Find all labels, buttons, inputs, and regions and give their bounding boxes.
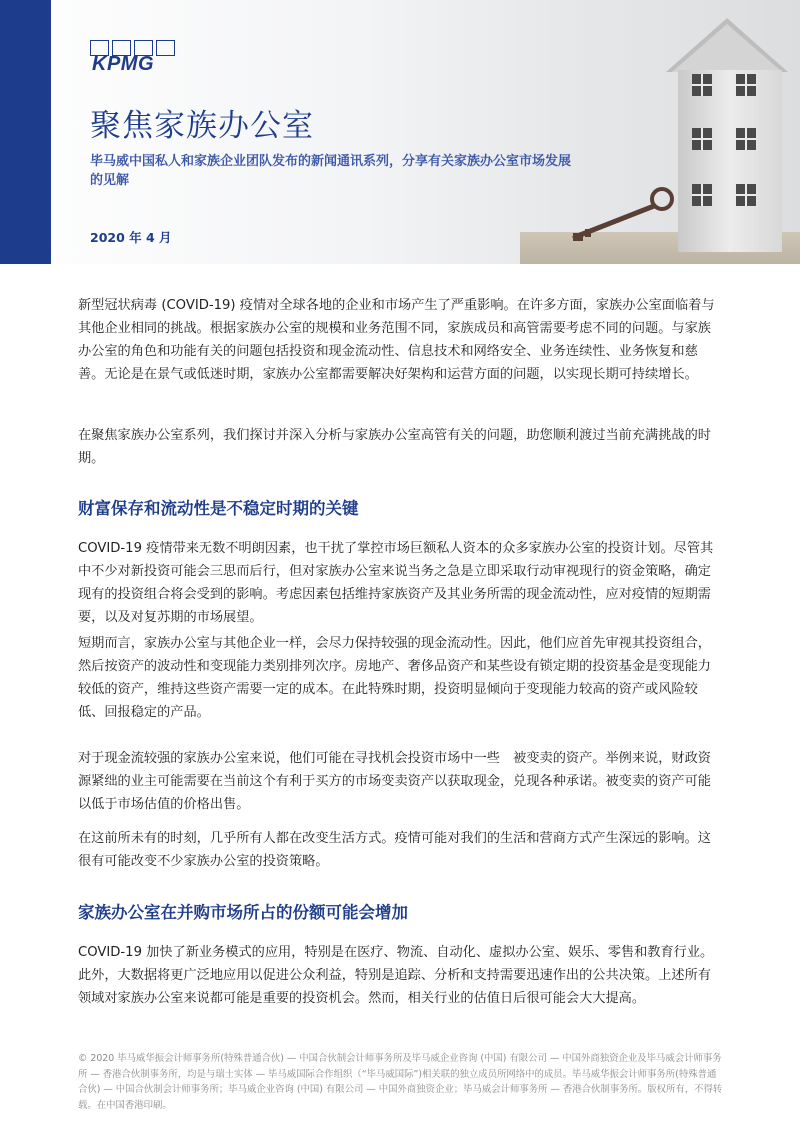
paragraph-lifestyle: 在这前所未有的时刻，几乎所有人都在改变生活方式。疫情可能对我们的生活和营商方式产生深远的影响。这很有可能改变不少家族办公室的投资策略。 <box>78 831 711 869</box>
section-heading-ma: 家族办公室在并购市场所占的份额可能会增加 <box>78 903 408 922</box>
publication-date: 2020 年 4 月 <box>90 230 172 245</box>
paragraph-intro: 新型冠状病毒 (COVID-19) 疫情对全球各地的企业和市场产生了严重影响。在许多方面，家族办公室面临着与其他企业相同的挑战。根据家族办公室的规模和业务范围不同，家族成员和高管需要考虑不同的问题。与家族办公室的角色和功能有关的问题包括投资和现金流动性、信息技术和网络安全、业务连续性、业务恢复和慈善。无论是在景气或低迷时期，家族办公室都需要解决好架构和运营方面的问题，以实现长期可持续增长。 <box>78 298 715 382</box>
paragraph-cash-flow: 对于现金流较强的家族办公室来说，他们可能在寻找机会投资市场中一些 被变卖的资产。举例来说，财政资源紧绌的业主可能需要在当前这个有利于买方的市场变卖资产以获取现金，兑现各种承诺。被变卖的资产可能以低于市场估值的价格出售。 <box>78 751 711 812</box>
paragraph-covid-uncertainty: COVID-19 疫情带来无数不明朗因素，也干扰了掌控市场巨额私人资本的众多家族办公室的投资计划。尽管其中不少对新投资可能会三思而后行，但对家族办公室来说当务之急是立即采取行动审视现行的资金策略，确定现有的投资组合将会受到的影响。考虑因素包括维持家族资产及其业务所需的现金流动性，应对疫情的短期需要，以及对复苏期的市场展望。 <box>78 541 714 625</box>
copyright-footer: © 2020 毕马威华振会计师事务所(特殊普通合伙) — 中国合伙制会计师事务所及毕马威企业咨询 (中国) 有限公司 — 中国外商独资企业及毕马威会计师事务所 — 香港合伙制事务所，均是与瑞士实体 — 毕马威国际合作组织（“毕马威国际”)相关联的独立成员所网络中的成员。毕马威华振会计师事务所(特殊普通合伙) — 中国合伙制会计师事务所；毕马威企业咨询 (中国) 有限公司 — 中国外商独资企业；毕马威会计师事务所 — 香港合伙制事务所。版权所有，不得转载。在中国香港印刷。 <box>78 1053 723 1111</box>
logo-text: KPMG <box>92 53 154 75</box>
kpmg-logo <box>90 40 180 80</box>
page-title: 聚焦家族办公室 <box>90 108 314 144</box>
paragraph-series: 在聚焦家族办公室系列，我们探讨并深入分析与家族办公室高管有关的问题，助您顺利渡过当前充满挑战的时期。 <box>78 428 711 466</box>
accent-stripe <box>0 0 51 264</box>
page-subtitle: 毕马威中国私人和家族企业团队发布的新闻通讯系列，分享有关家族办公室市场发展的见解 <box>90 154 572 188</box>
paragraph-short-term: 短期而言，家族办公室与其他企业一样，会尽力保持较强的现金流动性。因此，他们应首先审视其投资组合，然后按资产的波动性和变现能力类别排列次序。房地产、奢侈品资产和某些设有锁定期的投资基金是变现能力较低的资产，维持这些资产需要一定的成本。在此特殊时期，投资明显倾向于变现能力较高的资产或风险较低、回报稳定的产品。 <box>78 636 711 720</box>
section-heading-wealth: 财富保存和流动性是不稳定时期的关键 <box>78 499 359 518</box>
paragraph-new-models: COVID-19 加快了新业务模式的应用，特别是在医疗、物流、自动化、虚拟办公室、娱乐、零售和教育行业。此外，大数据将更广泛地应用以促进公众利益，特别是追踪、分析和支持需要迅速作出的公共决策。上述所有领域对家族办公室来说都可能是重要的投资机会。然而，相关行业的估值日后很可能会大大提高。 <box>78 945 714 1006</box>
header-banner <box>0 0 800 264</box>
key-icon <box>565 185 685 245</box>
